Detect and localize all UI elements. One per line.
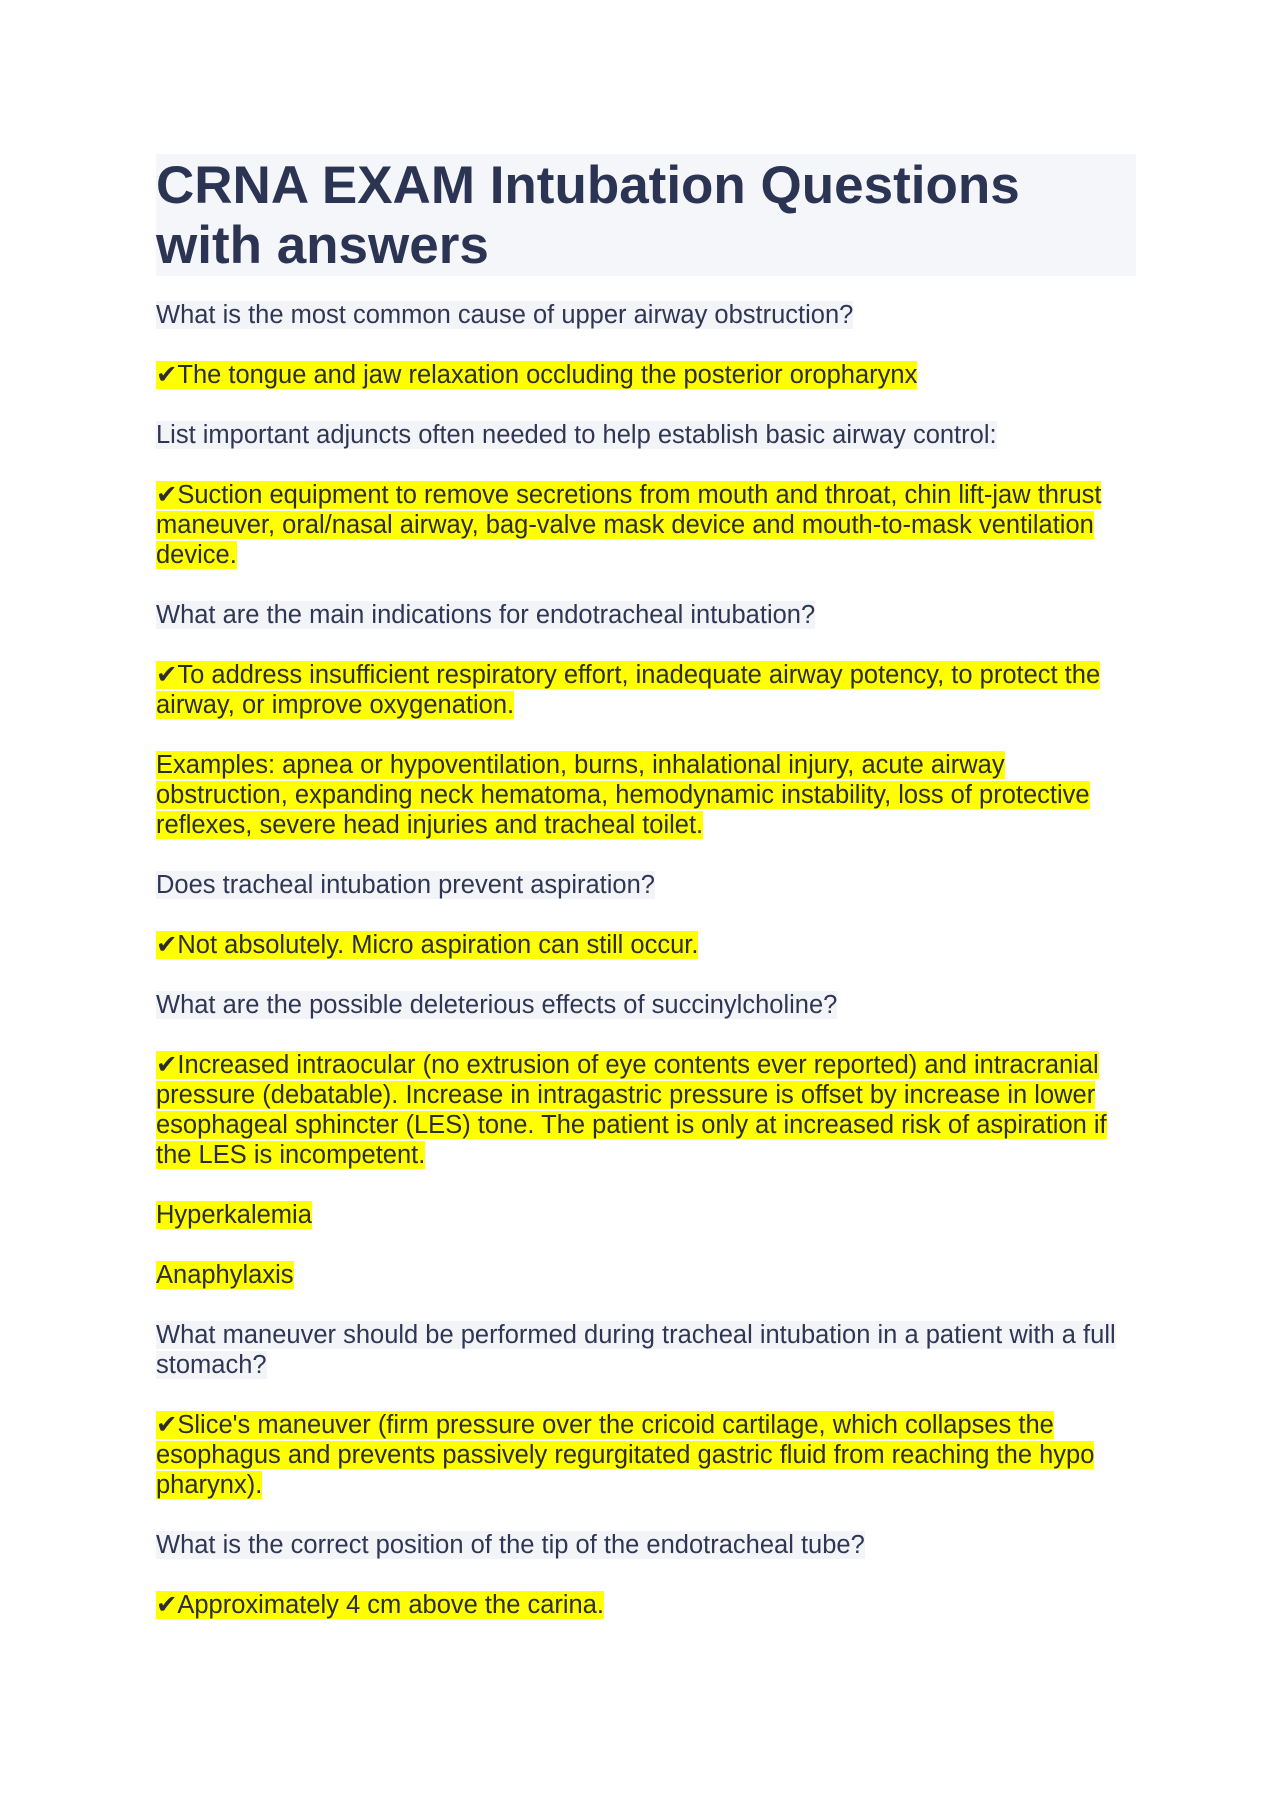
page-title: CRNA EXAM Intubation Questions with answers — [156, 156, 1020, 275]
question-text: What is the most common cause of upper airway obstruction? — [156, 301, 854, 329]
answer-text: ✔The tongue and jaw relaxation occluding the posterior oropharynx — [156, 361, 918, 389]
question-text: List important adjuncts often needed to help establish basic airway control: — [156, 421, 997, 449]
question-text: What are the main indications for endotracheal intubation? — [156, 601, 816, 629]
answer-text: ✔Suction equipment to remove secretions from mouth and throat, chin lift-jaw thrust maneuver, oral/nasal airway, bag-valve mask device and mouth-to-mask ventilation device. — [156, 481, 1102, 569]
answer-text: ✔Increased intraocular (no extrusion of eye contents ever reported) and intracranial pressure (debatable). Increase in intragastric pressure is offset by increase in lower esophageal sphincter (LES) tone. The patient is only at increased risk of aspiration if the LES is incompetent. — [156, 1051, 1107, 1169]
title-block — [156, 154, 1136, 276]
question-text: What are the possible deleterious effects of succinylcholine? — [156, 991, 838, 1019]
answer-text: ✔Not absolutely. Micro aspiration can still occur. — [156, 931, 699, 959]
qa-list — [156, 300, 1136, 1620]
answer-text: ✔Slice's maneuver (firm pressure over the cricoid cartilage, which collapses the esophagus and prevents passively regurgitated gastric fluid from reaching the hypo pharynx). — [156, 1411, 1095, 1499]
question-text: What is the correct position of the tip of the endotracheal tube? — [156, 1531, 865, 1559]
question-text: What maneuver should be performed during tracheal intubation in a patient with a full stomach? — [156, 1321, 1116, 1379]
answer-text: ✔To address insufficient respiratory effort, inadequate airway potency, to protect the airway, or improve oxygenation. — [156, 661, 1101, 719]
answer-text: ✔Approximately 4 cm above the carina. — [156, 1591, 604, 1619]
answer-text: Anaphylaxis — [156, 1261, 294, 1289]
answer-text: Hyperkalemia — [156, 1201, 312, 1229]
question-text: Does tracheal intubation prevent aspiration? — [156, 871, 655, 899]
answer-text: Examples: apnea or hypoventilation, burns, inhalational injury, acute airway obstruction, expanding neck hematoma, hemodynamic instability, loss of protective reflexes, severe head injuries and tracheal toilet. — [156, 751, 1090, 839]
document-page — [156, 154, 1136, 1650]
